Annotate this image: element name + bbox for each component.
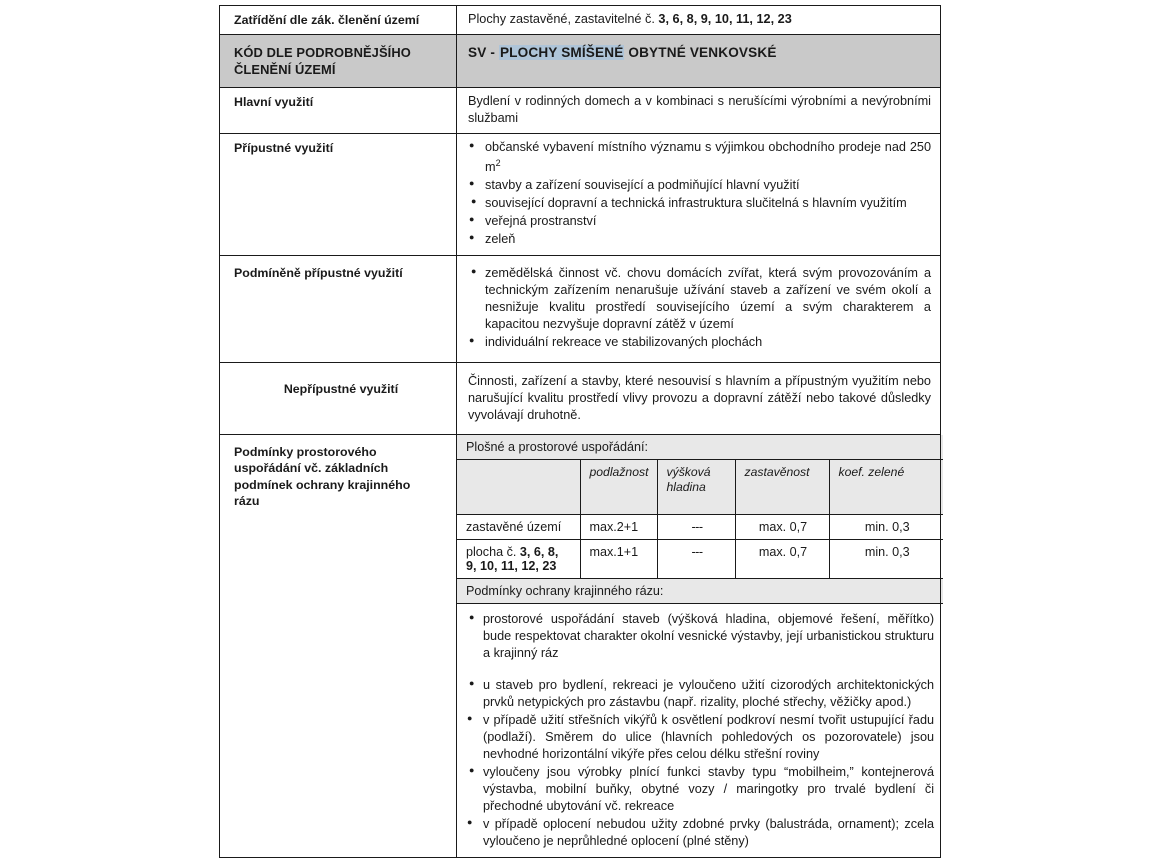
- list-item-text: zemědělská činnost vč. chovu domácích zvířat, která svým provozováním a technickým zařízením nenarušuje užívání staveb a zařízení ve svém okolí a nesnižuje kvalitu prostředí souvisejícího území a svým charakterem a kapacitou nezvyšuje dopravní zátěž v území: [485, 265, 931, 331]
- landscape-conditions-cell: [457, 603, 943, 857]
- code-dash: -: [486, 45, 499, 61]
- list-item-text: veřejná prostranství: [485, 213, 597, 228]
- code-label: [220, 35, 456, 87]
- main-use-label: Hlavní využití: [234, 95, 314, 110]
- cell-vyskova-hladina: ---: [657, 514, 735, 539]
- spatial-label-line4: rázu: [234, 494, 260, 509]
- permitted-use-label: Přípustné využití: [234, 141, 334, 156]
- header-cell-vyskova-hladina: výšková hladina: [657, 459, 735, 514]
- spatial-parameters-table: [457, 435, 943, 857]
- list-item-text: v případě užití střešních vikýřů k osvětlení podkroví nesmí tvořit ustupující řadu (podlaží). Směrem do ulice (hlavních pohledových os pozorovatele) jsou nevhodné horizontální vikýře přes celou délku střešní roviny: [483, 713, 935, 762]
- list-item: [466, 816, 934, 850]
- cell-koef-zelene: min. 0,3: [829, 514, 943, 539]
- code-label-line2: ČLENĚNÍ ÚZEMÍ: [234, 62, 336, 78]
- prohibited-use-text: [457, 363, 940, 434]
- section-title-spatial: Plošné a prostorové uspořádání:: [457, 435, 943, 460]
- table-row-code: [220, 35, 941, 88]
- table-row-conditional-use: [220, 255, 941, 362]
- list-item: [466, 712, 934, 763]
- content-cell-main-use: [457, 88, 941, 134]
- spatial-conditions-label: [220, 435, 456, 516]
- cell-zastavenost: max. 0,7: [735, 514, 829, 539]
- content-cell-prohibited-use: [457, 362, 941, 434]
- content-cell-spatial-conditions: [457, 434, 941, 857]
- nested-section-title-row-1: [457, 435, 943, 460]
- content-cell-conditional-use: [457, 255, 941, 362]
- code-rest: OBYTNÉ VENKOVSKÉ: [624, 45, 777, 61]
- list-item: [468, 231, 931, 248]
- list-item-text: stavby a zařízení související a podmiňující hlavní využití: [485, 177, 800, 192]
- spatial-label-line3: podmínek ochrany krajinného: [234, 477, 411, 492]
- table-row-main-use: [220, 88, 941, 134]
- cell-area-name-numbers2: 9, 10, 11, 12, 23: [466, 558, 557, 573]
- header-cell-koef-zelene: koef. zelené: [829, 459, 943, 514]
- nested-section-title-row-2: [457, 578, 943, 603]
- label-cell-conditional-use: [220, 255, 457, 362]
- list-item: [466, 611, 934, 662]
- label-cell-spatial-conditions: [220, 434, 457, 857]
- main-use-text: [457, 88, 940, 133]
- list-item: [468, 334, 931, 351]
- code-label-line1: KÓD DLE PODROBNĚJŠÍHO: [234, 45, 411, 61]
- classification-prefix: Plochy zastavěné, zastavitelné č.: [468, 12, 659, 26]
- list-item: [468, 265, 931, 333]
- list-item: [468, 195, 931, 212]
- conditional-use-list: [468, 265, 931, 351]
- table-row-spatial-conditions: [220, 434, 941, 857]
- section-title-landscape: Podmínky ochrany krajinného rázu:: [457, 578, 943, 603]
- table-row: [457, 539, 943, 578]
- cell-podlaznost: max.2+1: [580, 514, 657, 539]
- table-row: [457, 514, 943, 539]
- nested-header-row: [457, 459, 943, 514]
- label-cell-code: [220, 35, 457, 88]
- spatial-label-line1: Podmínky prostorového: [234, 444, 377, 459]
- list-item-text: prostorové uspořádání staveb (výšková hladina, objemové řešení, měřítko) bude respektovat charakter okolní vesnické výstavby, její urbanistickou strukturu a krajinný ráz: [483, 611, 935, 660]
- table-row-permitted-use: [220, 134, 941, 255]
- list-item-text: související dopravní a technická infrastruktura slučitelná s hlavním využitím: [485, 195, 907, 210]
- classification-text: [457, 6, 940, 34]
- label-cell-prohibited-use: [220, 362, 457, 434]
- cell-zastavenost: max. 0,7: [735, 539, 829, 578]
- permitted-use-text: [457, 134, 940, 254]
- cell-vyskova-hladina: ---: [657, 539, 735, 578]
- cell-koef-zelene: min. 0,3: [829, 539, 943, 578]
- conditional-use-label: Podmíněně přípustné využití: [234, 265, 403, 280]
- nested-landscape-row: [457, 603, 943, 857]
- prohibited-use-paragraph: Činnosti, zařízení a stavby, které nesouvisí s hlavním a přípustným využitím nebo narušující kvalitu prostředí vlivy provozu a dopravní zátěží nebo takové důsledky vyvolávají druhotně.: [468, 373, 931, 422]
- list-item: [468, 213, 931, 230]
- list-item: [466, 764, 934, 815]
- label-cell-permitted-use: [220, 134, 457, 255]
- label-cell-classification: [220, 6, 457, 35]
- cell-area-name-prefix: plocha č.: [466, 544, 520, 559]
- header-cell-podlaznost: podlažnost: [580, 459, 657, 514]
- code-abbrev: SV: [468, 45, 487, 61]
- list-item: [468, 177, 931, 194]
- list-item-text: zeleň: [485, 231, 516, 246]
- table-row-prohibited-use: [220, 362, 941, 434]
- content-cell-code: [457, 35, 941, 88]
- prohibited-use-label: Nepřípustné využití: [283, 381, 399, 396]
- cell-area-name: zastavěné území: [457, 514, 580, 539]
- content-cell-permitted-use: [457, 134, 941, 255]
- list-item: [466, 677, 934, 711]
- list-item-text: u staveb pro bydlení, rekreaci je vyloučeno užití cizorodých architektonických prvků netypických pro zástavbu (např. rizality, ploché střechy, věžičky apod.): [483, 677, 935, 709]
- table-row-classification: [220, 6, 941, 35]
- classification-label: Zatřídění dle zák. členění území: [234, 13, 420, 27]
- header-cell-zastavenost: zastavěnost: [735, 459, 829, 514]
- code-value: [457, 35, 940, 70]
- classification-numbers: 3, 6, 8, 9, 10, 11, 12, 23: [658, 12, 792, 26]
- main-use-paragraph: Bydlení v rodinných domech a v kombinaci s nerušícími výrobními a nevýrobními službami: [468, 94, 931, 126]
- list-item-text: v případě oplocení nebudou užity zdobné prvky (balustráda, ornament); zcela vyloučeno je neprůhledné oplocení (plné stěny): [483, 817, 935, 849]
- list-item-text: občanské vybavení místního významu s výjimkou obchodního prodeje nad 250 $m^2$: [485, 140, 931, 174]
- list-item-text: vyloučeny jsou výrobky plnící funkci stavby typu “mobilheim,” kontejnerová výstavba, mobilní buňky, obytné vozy / maringotky pro trvalé bydlení či přechodné ubytování vč. rekreace: [483, 765, 935, 814]
- spatial-label-line2: uspořádání vč. základních: [234, 461, 389, 476]
- permitted-use-list: [468, 139, 931, 247]
- landscape-conditions-list: [466, 611, 934, 850]
- content-cell-classification: [457, 6, 941, 35]
- zoning-regulation-table: [219, 5, 941, 858]
- list-item: [468, 139, 931, 175]
- cell-area-name-numbers: 3, 6, 8,: [519, 544, 559, 559]
- cell-podlaznost: max.1+1: [580, 539, 657, 578]
- conditional-use-text: [457, 256, 940, 362]
- cell-area-name: [457, 539, 580, 578]
- code-highlight: PLOCHY SMÍŠENÉ: [499, 45, 624, 61]
- list-item-text: individuální rekreace ve stabilizovaných plochách: [485, 334, 763, 349]
- header-cell-empty: [457, 459, 580, 514]
- label-cell-main-use: [220, 88, 457, 134]
